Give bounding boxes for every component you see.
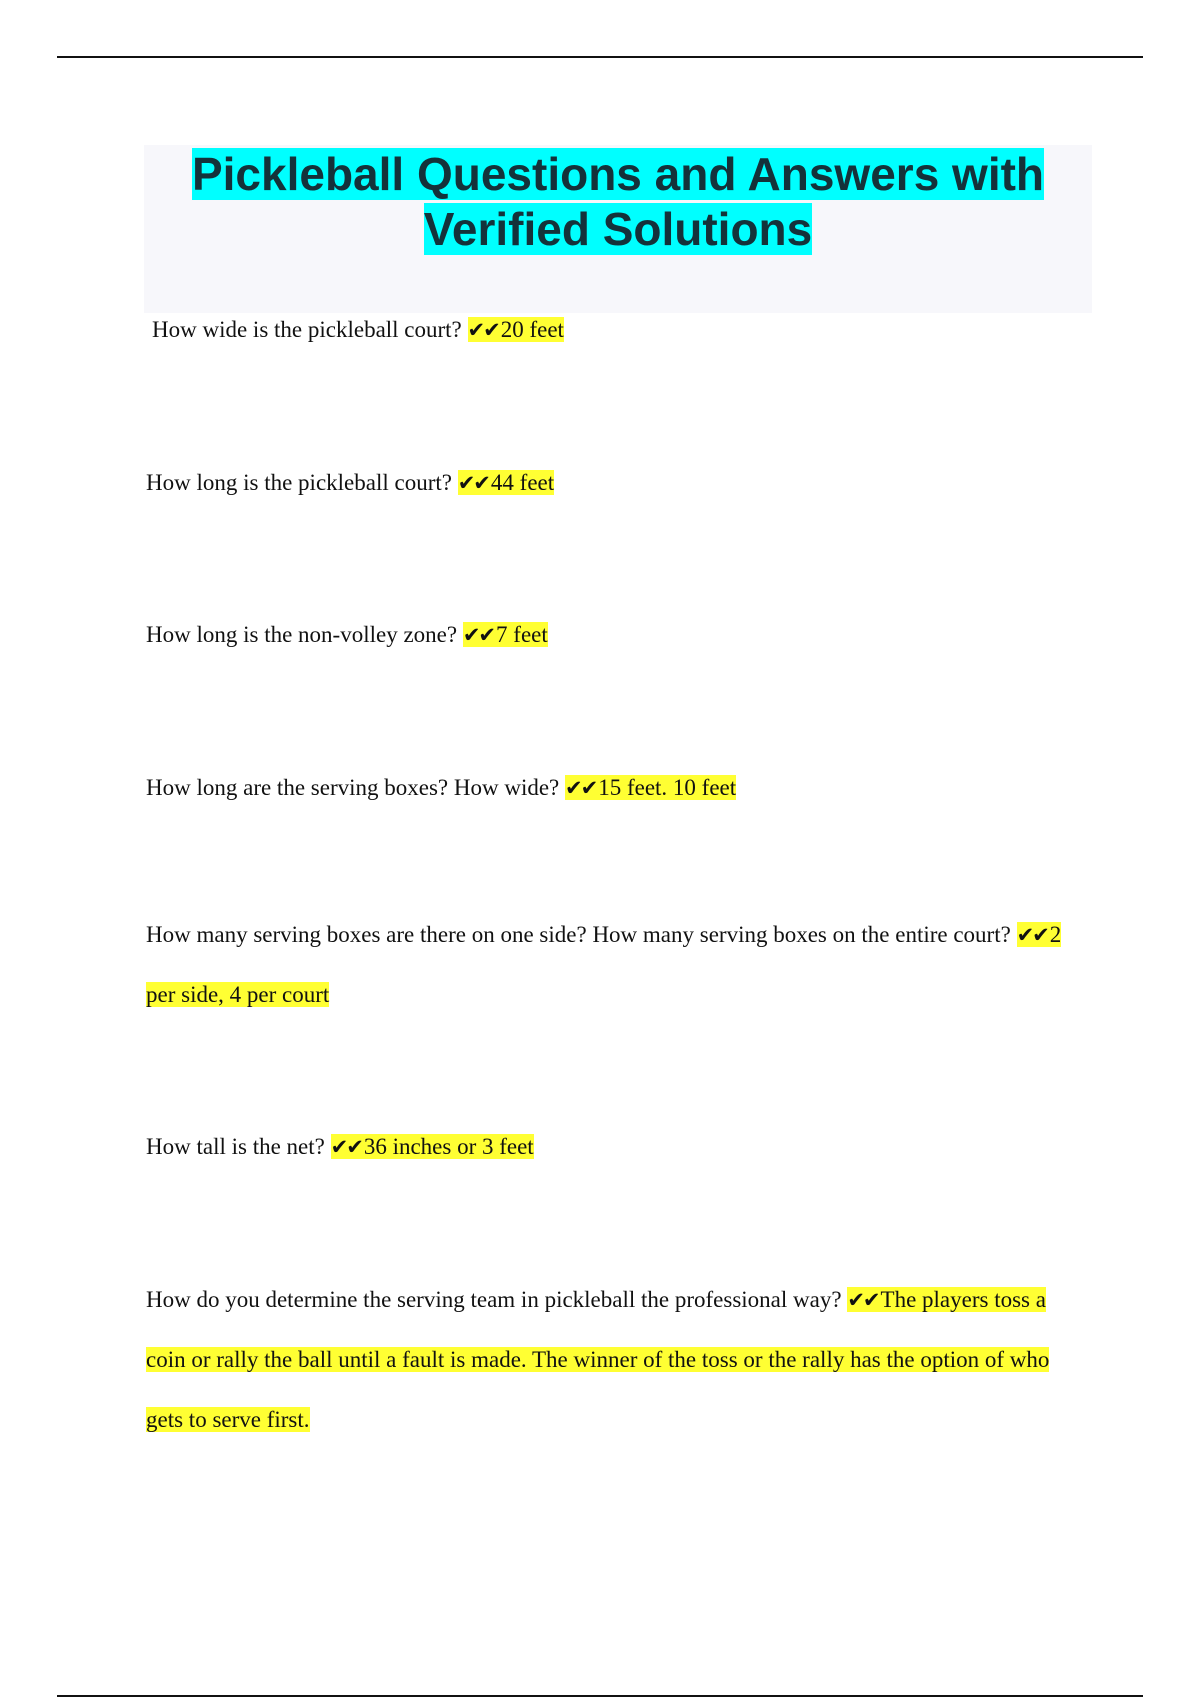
check-mark-icon: ✔✔ [1016,923,1048,947]
answer-text: 36 inches or 3 feet [363,1134,534,1159]
qa-item-1 [152,300,1097,360]
document-title [144,145,1092,257]
question-text: How do you determine the serving team in pickleball the professional way? [146,1287,842,1312]
answer-highlight [463,622,548,647]
qa-item-7 [146,1270,1091,1450]
answer-text: 7 feet [496,622,548,647]
check-mark-icon: ✔✔ [462,623,495,647]
question-text: How many serving boxes are there on one side? How many serving boxes on the entire court? [146,922,1011,947]
check-mark-icon: ✔✔ [457,471,489,495]
qa-item-3 [146,605,1091,665]
question-text: How wide is the pickleball court? [152,317,462,342]
answer-highlight [565,775,736,800]
answer-highlight [468,317,564,342]
qa-item-4 [146,758,1091,818]
bottom-rule [57,1695,1143,1697]
top-rule [57,56,1143,58]
answer-highlight [458,470,554,495]
check-mark-icon: ✔✔ [330,1135,362,1159]
question-text: How long are the serving boxes? How wide? [146,775,560,800]
answer-text: 44 feet [490,470,555,495]
question-text: How long is the pickleball court? [146,470,452,495]
answer-text: The players toss a coin or rally the ball until a fault is made. The winner of the toss or the rally has the option of who gets to serve first. [146,1287,1050,1432]
qa-item-2 [146,453,1091,513]
question-text: How tall is the net? [146,1134,325,1159]
question-text: How long is the non-volley zone? [146,622,458,647]
qa-item-5 [146,905,1091,1025]
document-title-text: Pickleball Questions and Answers with Verified Solutions [191,148,1045,255]
check-mark-icon: ✔✔ [847,1288,879,1312]
check-mark-icon: ✔✔ [467,318,499,342]
check-mark-icon: ✔✔ [565,776,597,800]
answer-text: 15 feet. 10 feet [598,775,737,800]
answer-text: 2 per side, 4 per court [146,922,1062,1007]
title-banner [144,145,1092,313]
answer-text: 20 feet [500,317,564,342]
qa-item-6 [146,1117,1091,1177]
answer-highlight [331,1134,534,1159]
